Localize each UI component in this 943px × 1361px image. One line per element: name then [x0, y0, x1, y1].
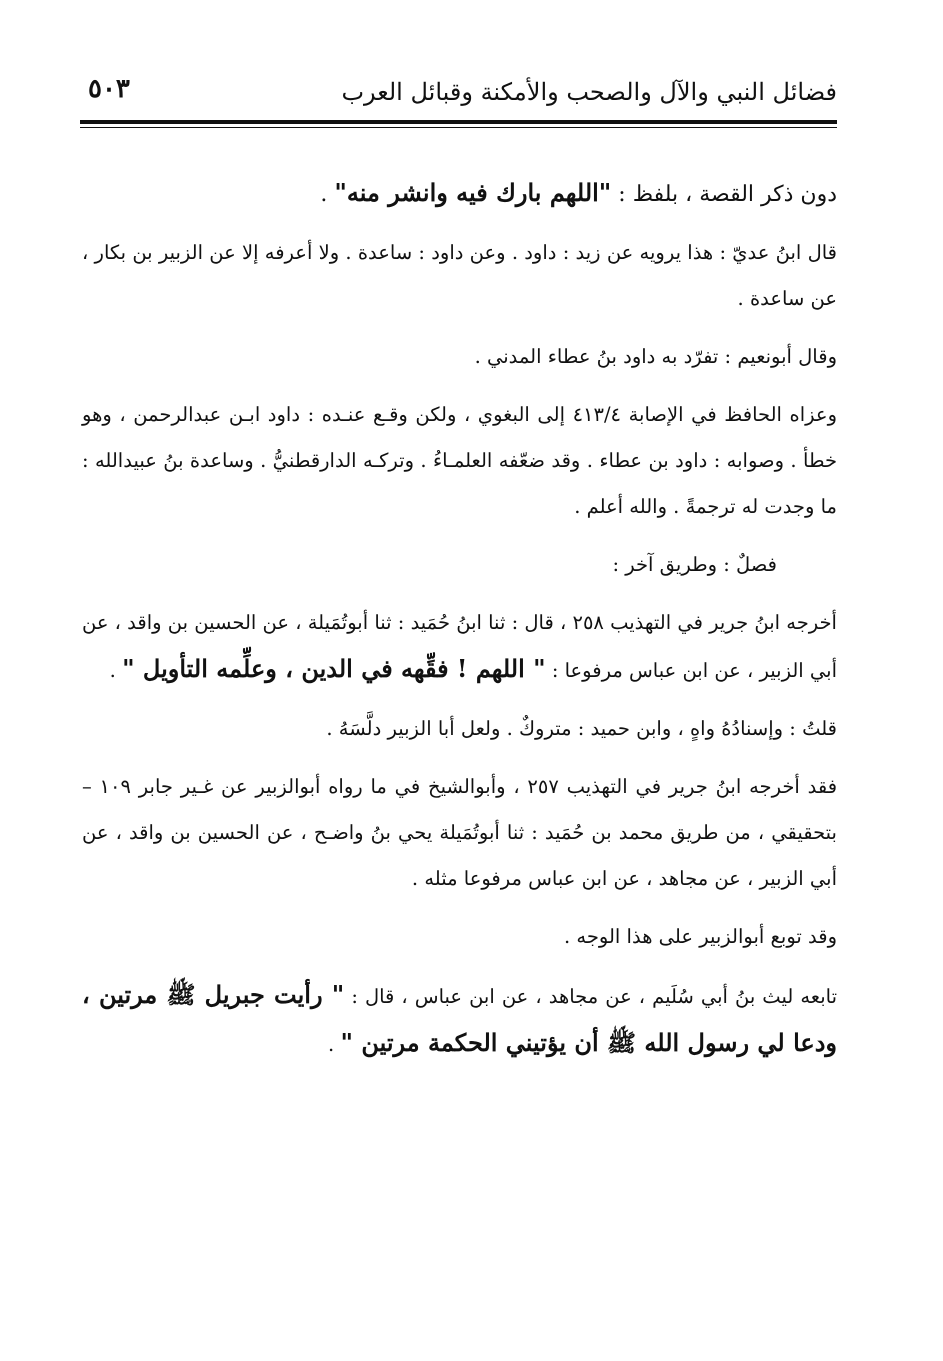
paragraph-10-post: .: [328, 1033, 341, 1056]
paragraph-7: قلتُ : وإسنادُهُ واهٍ ، وابن حميد : متروكٌ . ولعل أبا الزبير دلَّسَهُ .: [326, 717, 837, 740]
paragraph-8: فقد أخرجه ابنُ جرير في التهذيب ٢٥٧ ، وأبوالشيخ في ما رواه أبوالزبير عن غـير جابر ١٠٩ – بتحقيقي ، من طريق محمد بن حُمَيد : ثنا أبوتُمَيلة يحي بنُ واضـح ، عن الحسين بن واقد ، عن أبي الزبير ، عن مجاهد ، عن ابن عباس مرفوعا مثله .: [82, 775, 838, 890]
paragraph-6: [82, 600, 837, 694]
paragraph-2: قال ابنُ عديّ : هذا يرويه عن زيد : داود . وعن داود : ساعدة . ولا أعرفه إلا عن الزبير بن بكار ، عن ساعدة .: [82, 241, 837, 310]
header-rule-thin: [80, 127, 837, 128]
paragraph-10: [82, 972, 837, 1068]
paragraph-1-post: .: [320, 182, 335, 207]
paragraph-1-pre: دون ذكر القصة ، بلفظ :: [611, 182, 837, 207]
paragraph-4: وعزاه الحافظ في الإصابة ٤١٣/٤ إلى البغوي ، ولكن وقـع عنـده : داود ابـن عبدالرحمن ، وهو خطأ . وصوابه : داود بن عطاء . وقد ضعّفه العلمـاءُ . وتركـه الدارقطنيُّ . وساعدة بنُ عبيدالله : ما وجدت له ترجمةً . والله أعلم .: [82, 403, 837, 518]
paragraph-10-pre: تابعه ليث بنُ أبي سُلَيم ، عن مجاهد ، عن ابن عباس ، قال :: [344, 985, 837, 1008]
body-text: [82, 170, 837, 1080]
paragraph-1-quote: "اللهم بارك فيه وانشر منه": [334, 178, 612, 207]
page-number: ٥٠٣: [88, 74, 130, 104]
running-title: فضائل النبي والآل والصحب والأمكنة وقبائل العرب: [341, 78, 837, 106]
paragraph-6-quote: " اللهم ! فقِّهه في الدين ، وعلِّمه التأويل ": [122, 654, 546, 683]
paragraph-6-post: .: [109, 659, 123, 682]
paragraph-1: [82, 170, 837, 218]
paragraph-6-pre: أخرجه ابنُ جرير في التهذيب ٢٥٨ ، قال : ثنا ابنُ حُمَيد : ثنا أبوتُمَيلة ، عن الحسين بن واقد ، عن أبي الزبير ، عن ابن عباس مرفوعا :: [82, 611, 837, 682]
paragraph-3: وقال أبونعيم : تفرّد به داود بنُ عطاء المدني .: [474, 345, 837, 368]
paragraph-10-quote: " رأيت جبريل ﷺ مرتين ، ودعا لي رسول الله ﷺ أن يؤتيني الحكمة مرتين ": [82, 980, 837, 1057]
page-header: [80, 66, 837, 116]
header-rule-thick: [80, 120, 837, 124]
paragraph-5: فصلٌ : وطريق آخر :: [612, 553, 777, 576]
paragraph-9: وقد توبع أبوالزبير على هذا الوجه .: [564, 925, 837, 948]
